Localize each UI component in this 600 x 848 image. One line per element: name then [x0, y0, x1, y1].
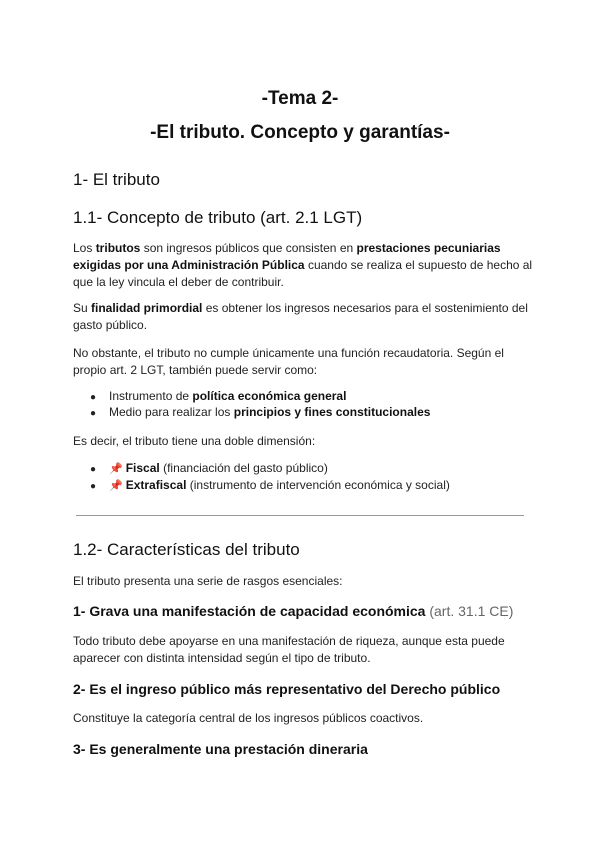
- document-title: -El tributo. Concepto y garantías-: [150, 122, 450, 143]
- bold-text: Extrafiscal: [125, 478, 187, 492]
- characteristic-heading-2: 2- Es el ingreso público más representativo del Derecho público: [73, 681, 501, 697]
- paragraph-capacidad-economica: Todo tributo debe apoyarse en una manifestación de riqueza, aunque esta puede aparecer con distinta intensidad según el tipo de tributo.: [73, 634, 505, 665]
- bold-text: prestaciones pecuniarias exigidas por una Administración Pública: [73, 241, 501, 272]
- text-run: Instrumento de: [109, 389, 193, 403]
- text-run: 1- Grava una manifestación de capacidad económica: [73, 603, 426, 619]
- text-run: es obtener los ingresos necesarios para el sostenimiento del gasto público.: [73, 301, 528, 332]
- tema-title: -Tema 2-: [261, 88, 339, 109]
- text-run: Medio para realizar los: [109, 405, 234, 419]
- pushpin-icon: 📌: [109, 463, 123, 475]
- list-item: [90, 477, 450, 495]
- text-run: (financiación del gasto público): [159, 461, 328, 475]
- pushpin-icon: 📌: [109, 480, 123, 492]
- bold-text: Fiscal: [125, 461, 160, 475]
- characteristic-heading-1: [73, 603, 513, 619]
- paragraph-doble-dimension: Es decir, el tributo tiene una doble dimensión:: [73, 434, 316, 448]
- text-run: cuando se realiza el supuesto de hecho al que la ley vincula el deber de contribuir.: [73, 258, 533, 289]
- paragraph-ingreso-publico: Constituye la categoría central de los ingresos públicos coactivos.: [73, 711, 424, 725]
- paragraph-definicion: [73, 240, 533, 291]
- bullet-icon: ●: [90, 408, 97, 419]
- horizontal-divider: [76, 515, 524, 516]
- article-reference: (art. 31.1 CE): [425, 603, 514, 619]
- bold-text: principios y fines constitucionales: [233, 405, 431, 419]
- bullet-icon: ●: [90, 481, 97, 492]
- bold-text: finalidad primordial: [91, 301, 203, 315]
- text-run: Su: [73, 301, 92, 315]
- list-item: [90, 404, 430, 422]
- text-run: Los: [73, 241, 96, 255]
- bullet-icon: ●: [90, 464, 97, 475]
- text-run: son ingresos públicos que consisten en: [140, 241, 357, 255]
- text-run: (instrumento de intervención económica y social): [186, 478, 450, 492]
- paragraph-intro-caracteristicas: El tributo presenta una serie de rasgos esenciales:: [73, 574, 343, 588]
- bold-text: tributos: [95, 241, 141, 255]
- section-heading-el-tributo: 1- El tributo: [73, 170, 160, 189]
- list-item: [90, 460, 328, 478]
- paragraph-finalidad: [73, 300, 533, 334]
- bullet-icon: ●: [90, 392, 97, 403]
- bold-text: política económica general: [192, 389, 347, 403]
- subsection-heading-concepto: 1.1- Concepto de tributo (art. 2.1 LGT): [73, 208, 363, 227]
- paragraph-funcion: No obstante, el tributo no cumple únicamente una función recaudatoria. Según el propio art. 2 LGT, también puede servir como:: [73, 346, 504, 377]
- characteristic-heading-3: 3- Es generalmente una prestación dineraria: [73, 741, 368, 757]
- subsection-heading-caracteristicas: 1.2- Características del tributo: [73, 540, 300, 559]
